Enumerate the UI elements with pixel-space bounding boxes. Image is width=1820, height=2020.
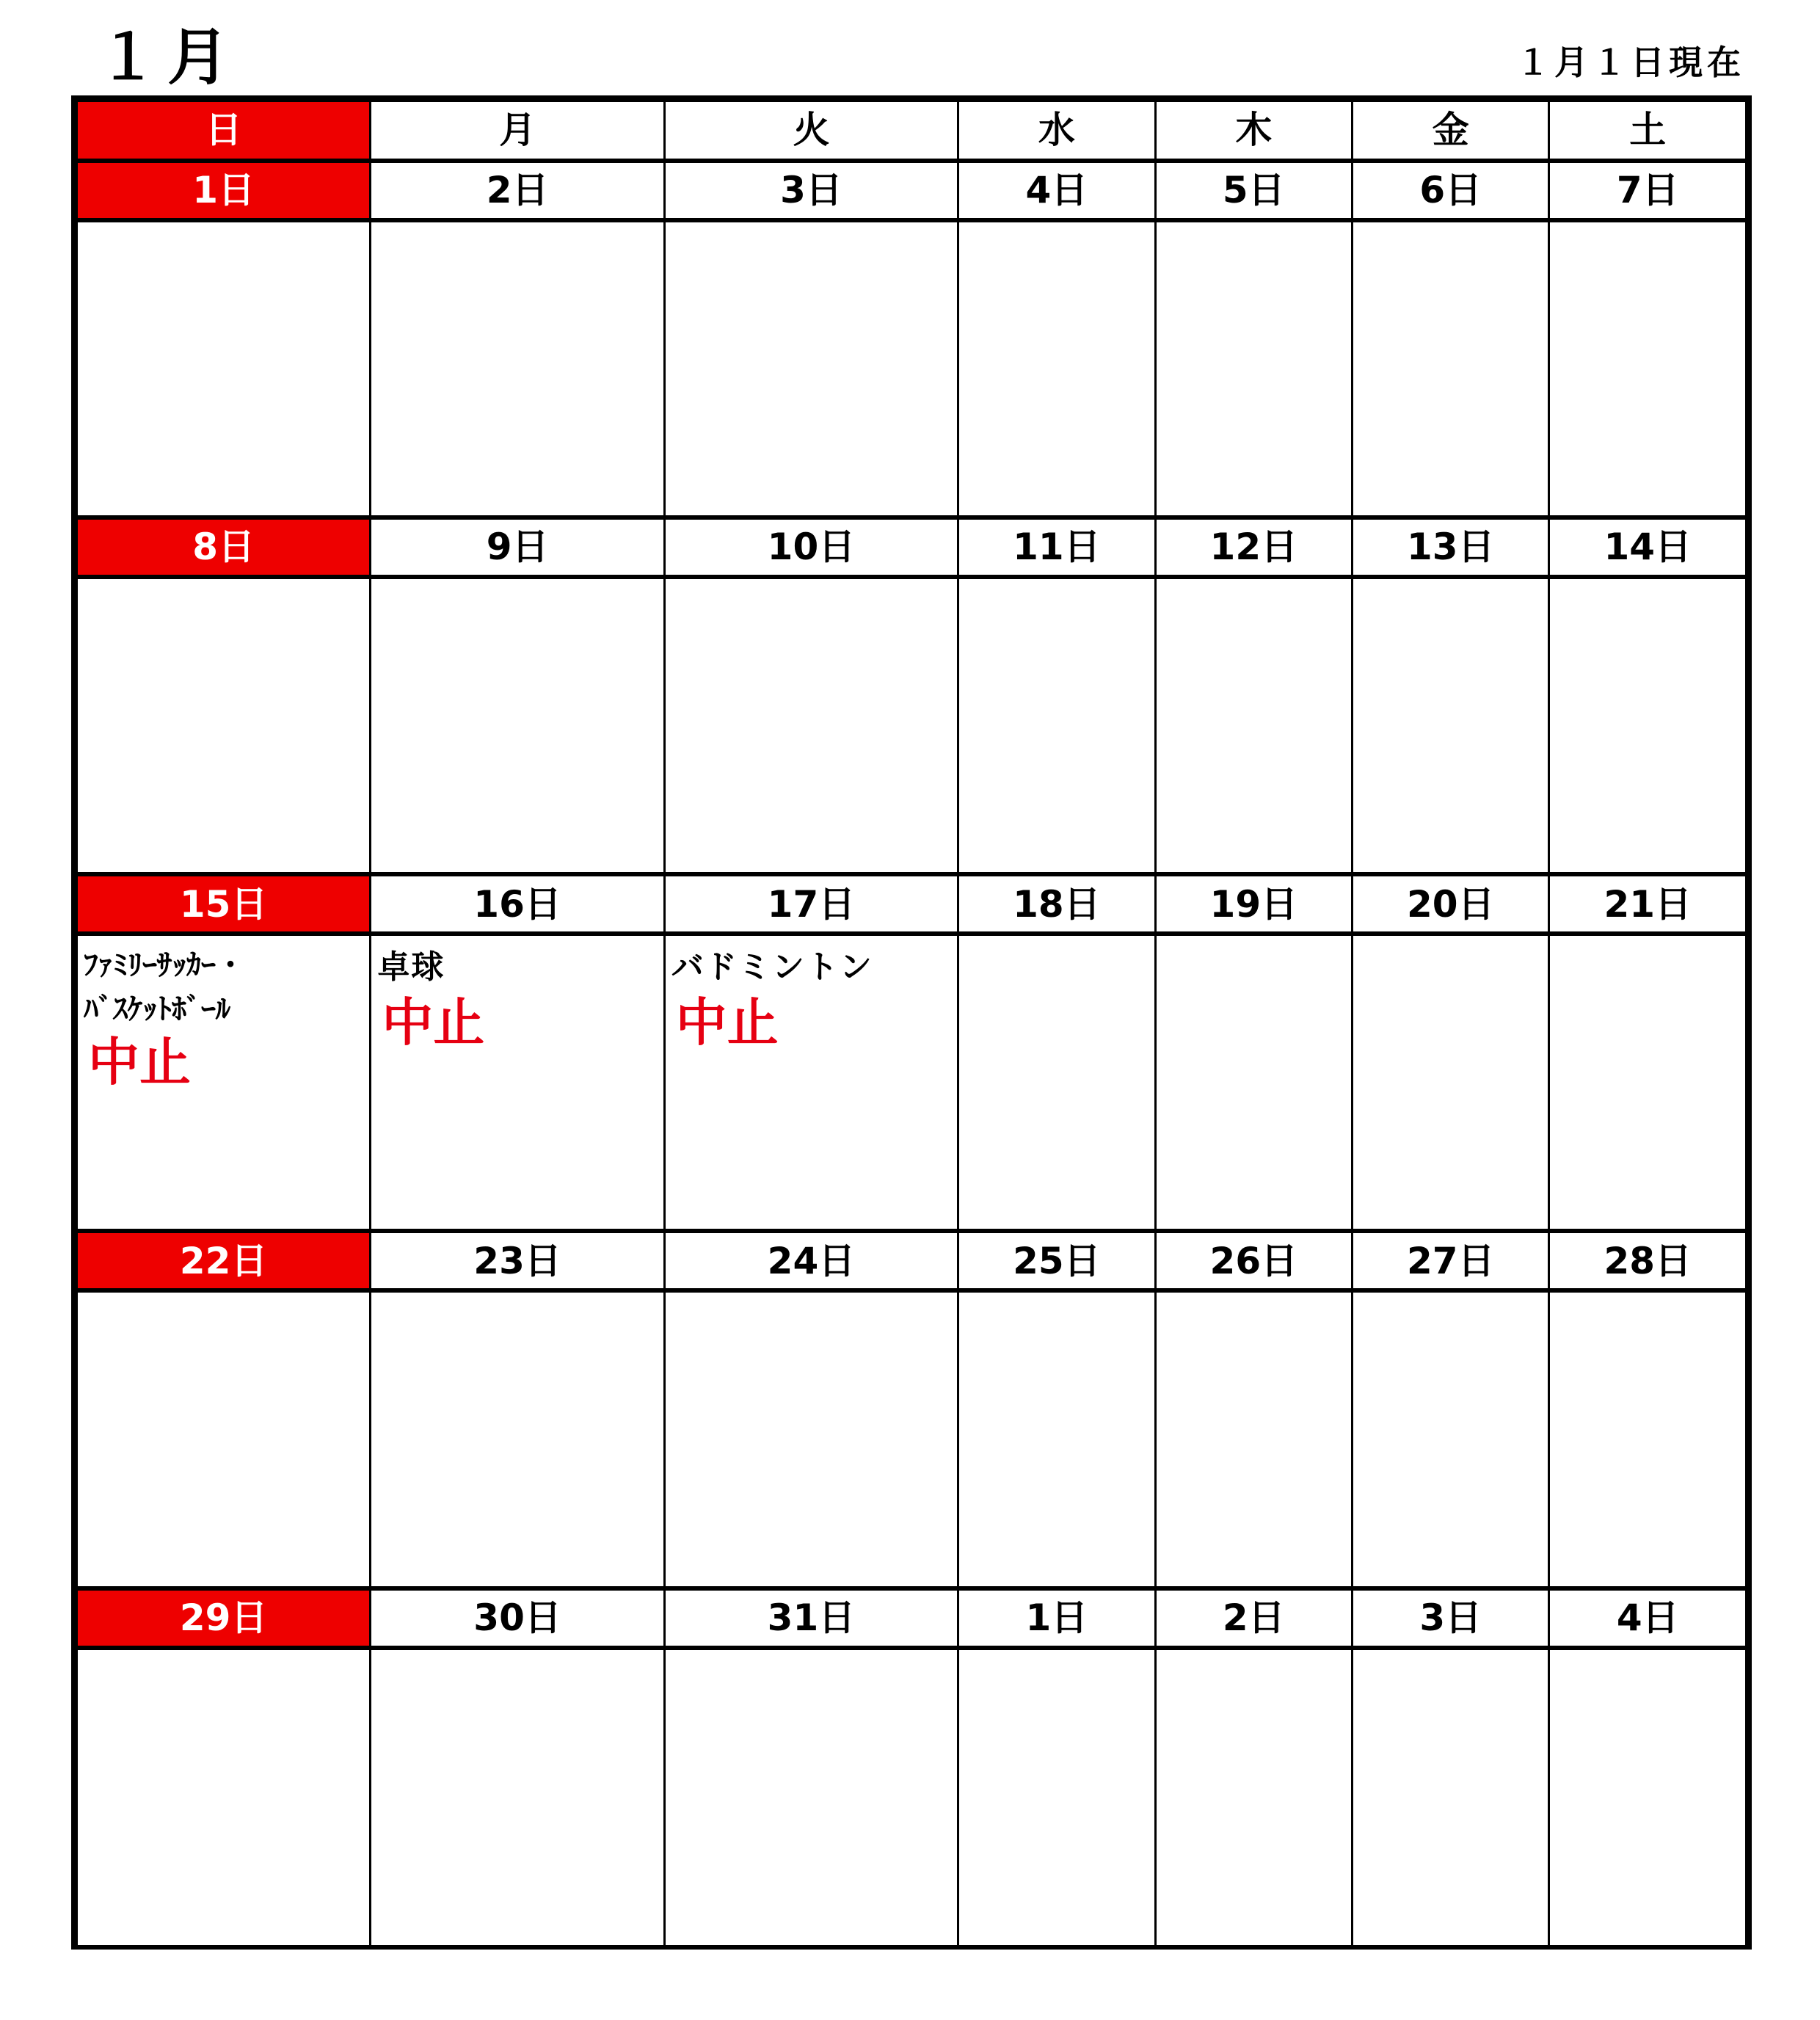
date-row-week-5 [77,1588,1747,1648]
date-cell: 24日 [664,1231,958,1290]
day-cell [664,1648,958,1945]
day-cell [1549,1290,1747,1588]
date-cell: 4日 [958,161,1155,220]
event-name: 卓球 [377,948,445,987]
date-cell: 2日 [371,161,664,220]
event-cancelled-label: 中止 [382,992,485,1053]
day-cell [1353,1648,1549,1945]
weekday-sat: 土 [1549,101,1747,161]
weekday-header-row [77,101,1747,161]
weekday-tue: 火 [664,101,958,161]
day-cell [664,1290,958,1588]
day-cell [371,577,664,874]
day-cell [77,934,371,1231]
day-cell [664,934,958,1231]
event-badminton [666,936,957,1051]
events-row-week-3 [77,934,1747,1231]
day-cell [664,577,958,874]
day-cell [1155,577,1352,874]
day-cell [371,934,664,1231]
date-cell: 4日 [1549,1588,1747,1648]
date-row-week-2 [77,517,1747,577]
day-cell [1353,220,1549,517]
date-row-week-1 [77,161,1747,220]
event-name: ﾌｧﾐﾘｰｻｯｶｰ・ ﾊﾞｽｹｯﾄﾎﾞｰﾙ [84,948,245,1027]
event-name: バドミントン [671,948,873,987]
weekday-mon: 月 [371,101,664,161]
day-cell [77,577,371,874]
day-cell [1549,220,1747,517]
day-cell [1155,934,1352,1231]
day-cell [1155,1648,1352,1945]
day-cell [958,1290,1155,1588]
date-cell: 12日 [1155,517,1352,577]
event-family-soccer-basketball [78,936,369,1091]
day-cell [371,1648,664,1945]
date-cell: 6日 [1353,161,1549,220]
date-cell: 29日 [77,1588,371,1648]
events-row-week-5 [77,1648,1747,1945]
day-cell [1155,1290,1352,1588]
date-row-week-4 [77,1231,1747,1290]
day-cell [77,1648,371,1945]
day-cell [1155,220,1352,517]
date-cell: 17日 [664,874,958,934]
date-cell: 13日 [1353,517,1549,577]
day-cell [1353,934,1549,1231]
event-cancelled-label: 中止 [88,1032,191,1093]
event-cancelled-label: 中止 [675,992,779,1053]
date-cell: 19日 [1155,874,1352,934]
weekday-thu: 木 [1155,101,1352,161]
date-cell: 26日 [1155,1231,1352,1290]
events-row-week-2 [77,577,1747,874]
date-row-week-3 [77,874,1747,934]
day-cell [1353,577,1549,874]
day-cell [1549,934,1747,1231]
day-cell [958,220,1155,517]
event-table-tennis [371,936,663,1051]
date-cell: 27日 [1353,1231,1549,1290]
date-cell: 1日 [77,161,371,220]
day-cell [958,934,1155,1231]
date-cell: 11日 [958,517,1155,577]
date-cell: 30日 [371,1588,664,1648]
date-cell: 28日 [1549,1231,1747,1290]
weekday-wed: 水 [958,101,1155,161]
date-cell: 8日 [77,517,371,577]
date-cell: 14日 [1549,517,1747,577]
events-row-week-4 [77,1290,1747,1588]
day-cell [958,577,1155,874]
day-cell [664,220,958,517]
day-cell [371,1290,664,1588]
date-cell: 3日 [664,161,958,220]
date-cell: 15日 [77,874,371,934]
date-cell: 5日 [1155,161,1352,220]
calendar-grid [71,95,1752,1950]
date-cell: 9日 [371,517,664,577]
day-cell [77,1290,371,1588]
day-cell [371,220,664,517]
date-cell: 18日 [958,874,1155,934]
date-cell: 20日 [1353,874,1549,934]
month-title: １月 [97,21,239,93]
date-cell: 22日 [77,1231,371,1290]
weekday-fri: 金 [1353,101,1549,161]
date-cell: 21日 [1549,874,1747,934]
day-cell [77,220,371,517]
date-cell: 3日 [1353,1588,1549,1648]
date-cell: 10日 [664,517,958,577]
day-cell [1353,1290,1549,1588]
weekday-sun: 日 [77,101,371,161]
date-cell: 25日 [958,1231,1155,1290]
date-cell: 31日 [664,1588,958,1648]
date-cell: 7日 [1549,161,1747,220]
as-of-date: １月１日現在 [1516,43,1745,82]
day-cell [958,1648,1155,1945]
calendar-table [76,100,1747,1945]
date-cell: 1日 [958,1588,1155,1648]
date-cell: 23日 [371,1231,664,1290]
date-cell: 16日 [371,874,664,934]
day-cell [1549,577,1747,874]
events-row-week-1 [77,220,1747,517]
date-cell: 2日 [1155,1588,1352,1648]
day-cell [1549,1648,1747,1945]
